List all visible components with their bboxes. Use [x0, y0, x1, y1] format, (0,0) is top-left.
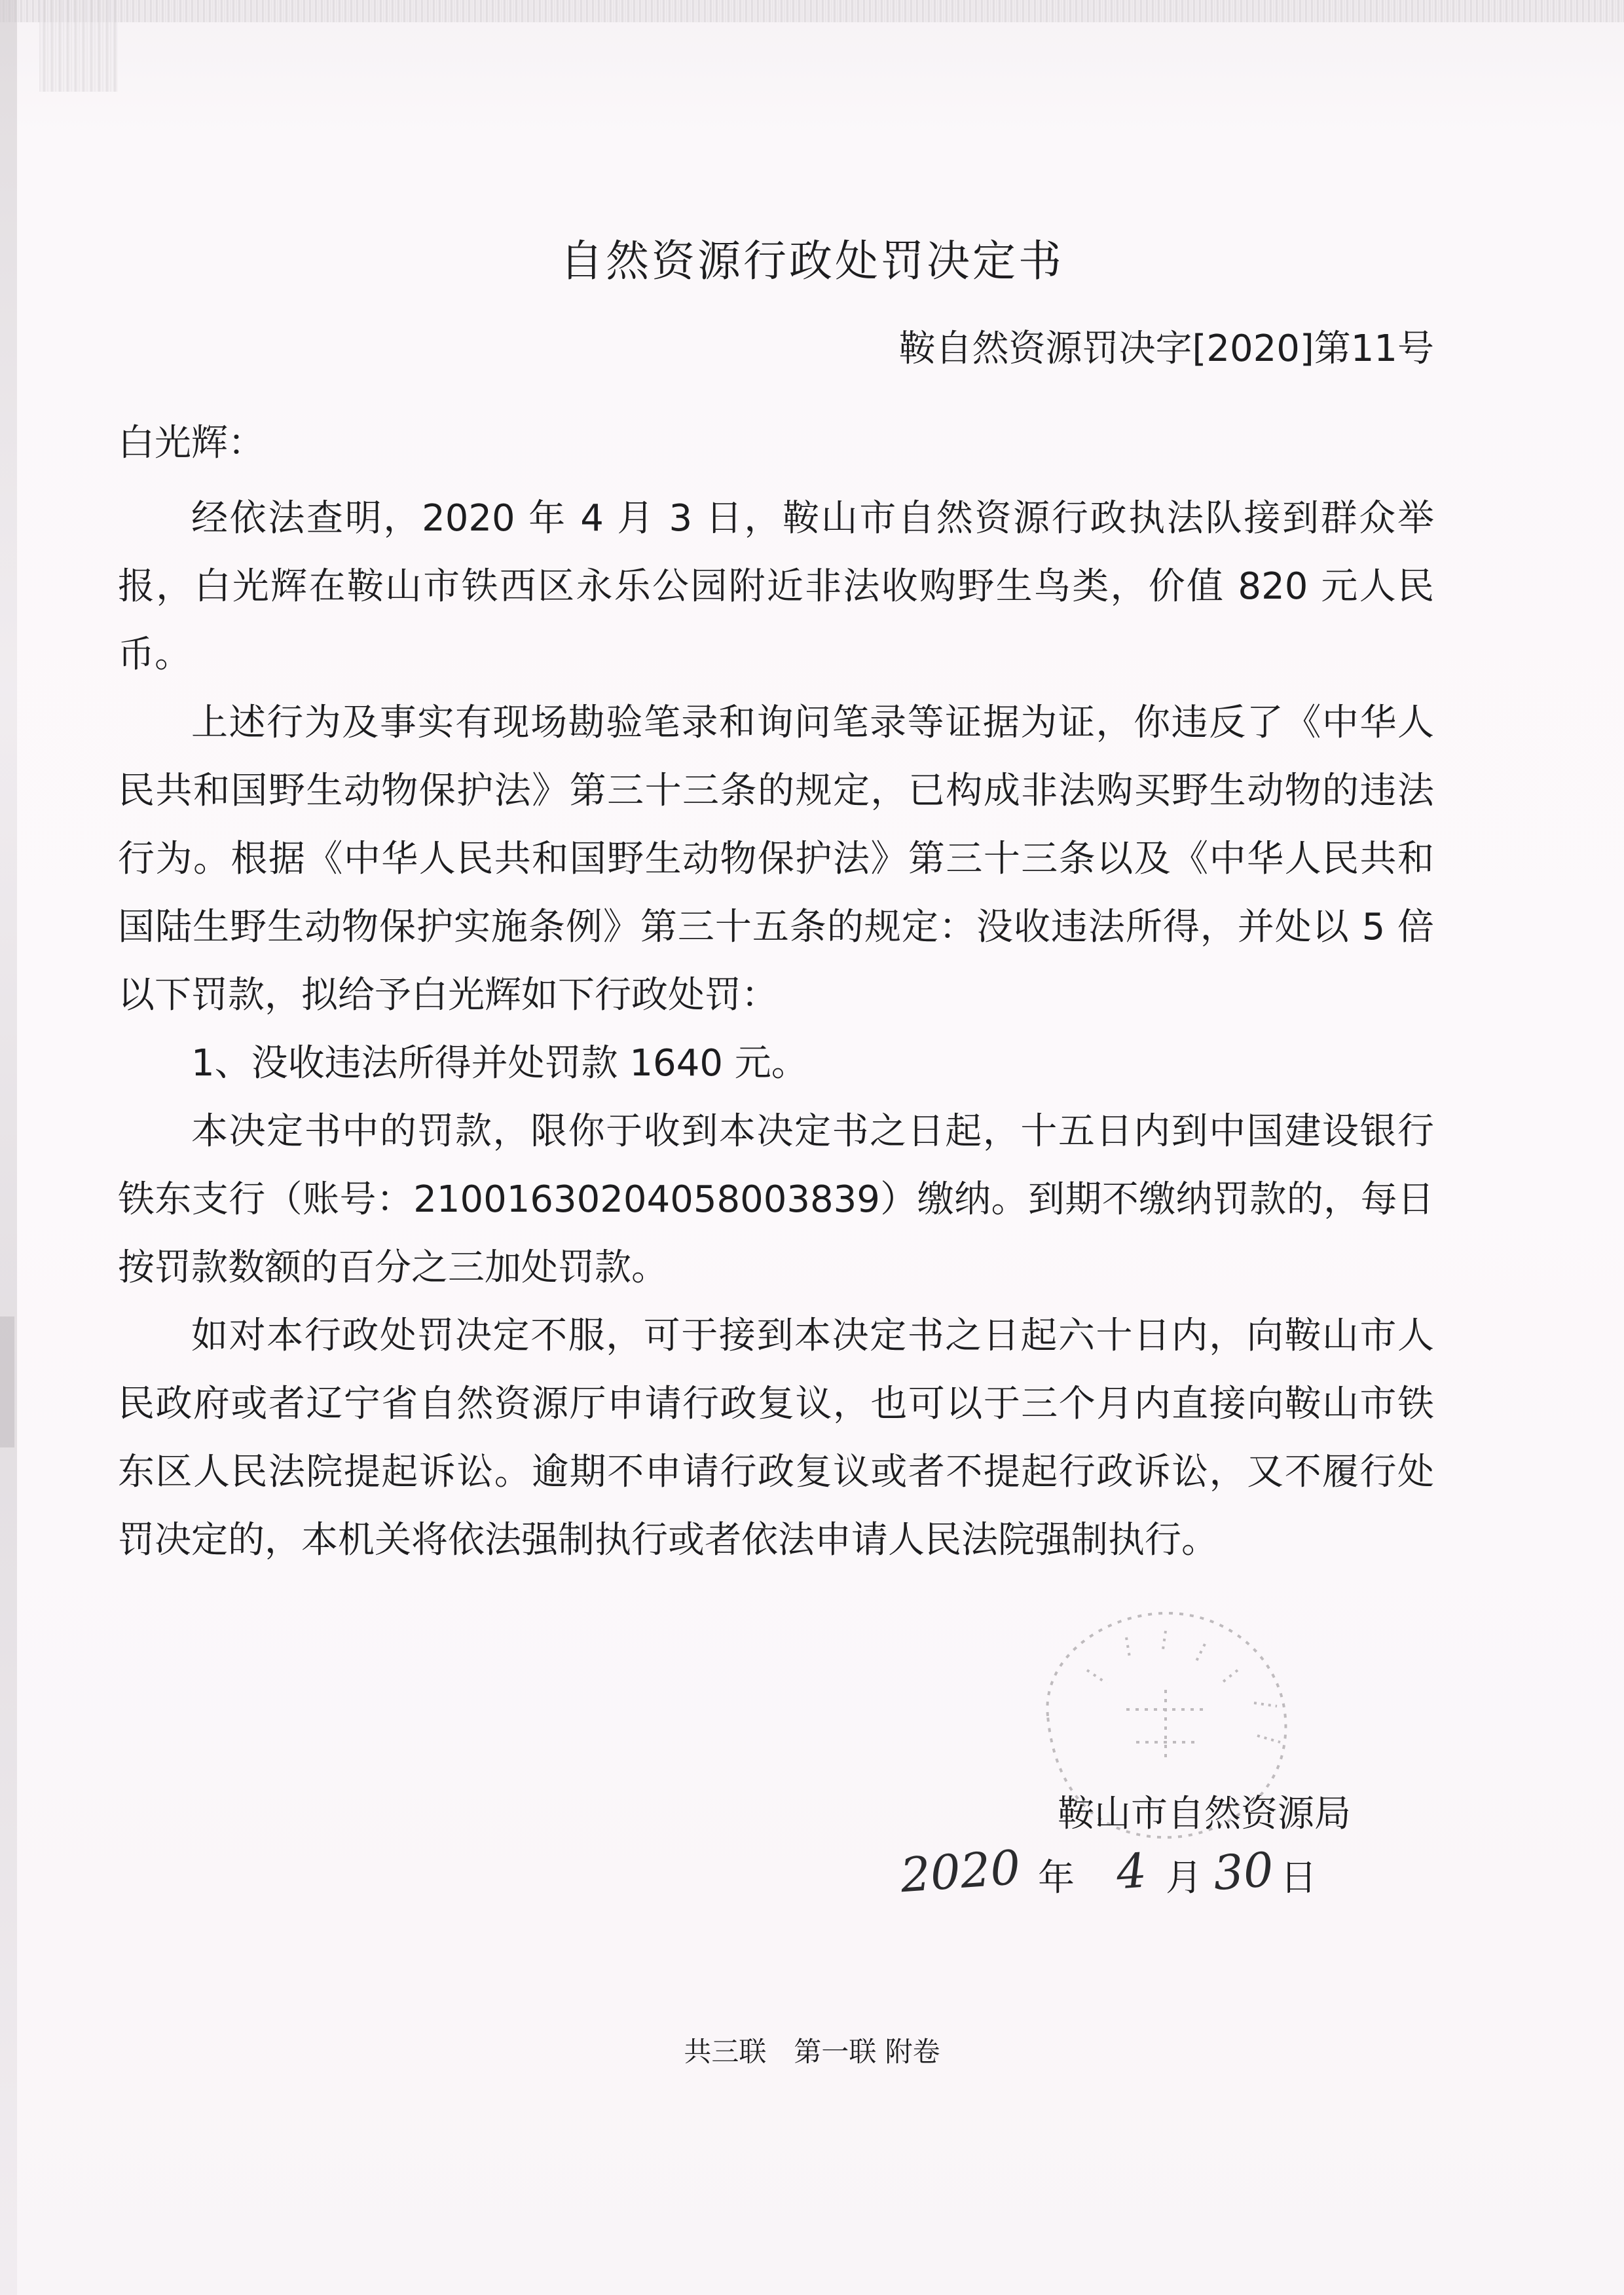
scan-artifact-top [0, 0, 1624, 22]
paragraph-appeal: 如对本行政处罚决定不服，可于接到本决定书之日起六十日内，向鞍山市人民政府或者辽宁省自然资源厅申请行政复议，也可以于三个月内直接向鞍山市铁东区人民法院提起诉讼。逾期不申请行政复议或者不提起行政诉讼，又不履行处罚决定的，本机关将依法强制执行或者依法申请人民法院强制执行。 [118, 1315, 1434, 1561]
date-year-handwritten: 2020 [898, 1839, 1022, 1903]
paragraph-penalty-item: 1、没收违法所得并处罚款 1640 元。 [191, 1042, 808, 1085]
paragraph-legal-basis: 上述行为及事实有现场勘验笔录和询问笔录等证据为证，你违反了《中华人民共和国野生动物保护法》第三十三条的规定，已构成非法购买野生动物的违法行为。根据《中华人民共和国野生动物保护法》第三十三条以及《中华人民共和国陆生野生动物保护实施条例》第三十五条的规定：没收违法所得，并处以 5 倍以下罚款，拟给予白光辉如下行政处罚： [118, 701, 1434, 1017]
issuing-authority: 鞍山市自然资源局 [1058, 1793, 1351, 1835]
date-month-label: 月 [1166, 1857, 1202, 1899]
document-body [118, 485, 1434, 1575]
scan-artifact-corner [39, 0, 118, 92]
paragraph-payment: 本决定书中的罚款，限你于收到本决定书之日起，十五日内到中国建设银行铁东支行（账号：21001630204058003839）缴纳。到期不缴纳罚款的，每日按罚款数额的百分之三加处罚款。 [118, 1110, 1434, 1289]
date-month-handwritten: 4 [1115, 1842, 1149, 1900]
document-title: 自然资源行政处罚决定书 [560, 236, 1064, 286]
issue-date [898, 1839, 1398, 1916]
page-footer: 共三联 第一联 附卷 [684, 2036, 940, 2068]
paragraph-facts: 经依法查明，2020 年 4 月 3 日，鞍山市自然资源行政执法队接到群众举报，白光辉在鞍山市铁西区永乐公园附近非法收购野生鸟类，价值 820 元人民币。 [118, 497, 1434, 676]
salutation: 白光辉： [118, 422, 265, 464]
scan-artifact-mark [0, 1316, 14, 1447]
date-day-label: 日 [1280, 1857, 1317, 1899]
date-day-handwritten: 30 [1211, 1841, 1276, 1901]
document-number: 鞍自然资源罚决字[2020]第11号 [898, 327, 1434, 370]
scan-artifact-left [0, 0, 17, 2295]
date-year-label: 年 [1038, 1857, 1075, 1899]
